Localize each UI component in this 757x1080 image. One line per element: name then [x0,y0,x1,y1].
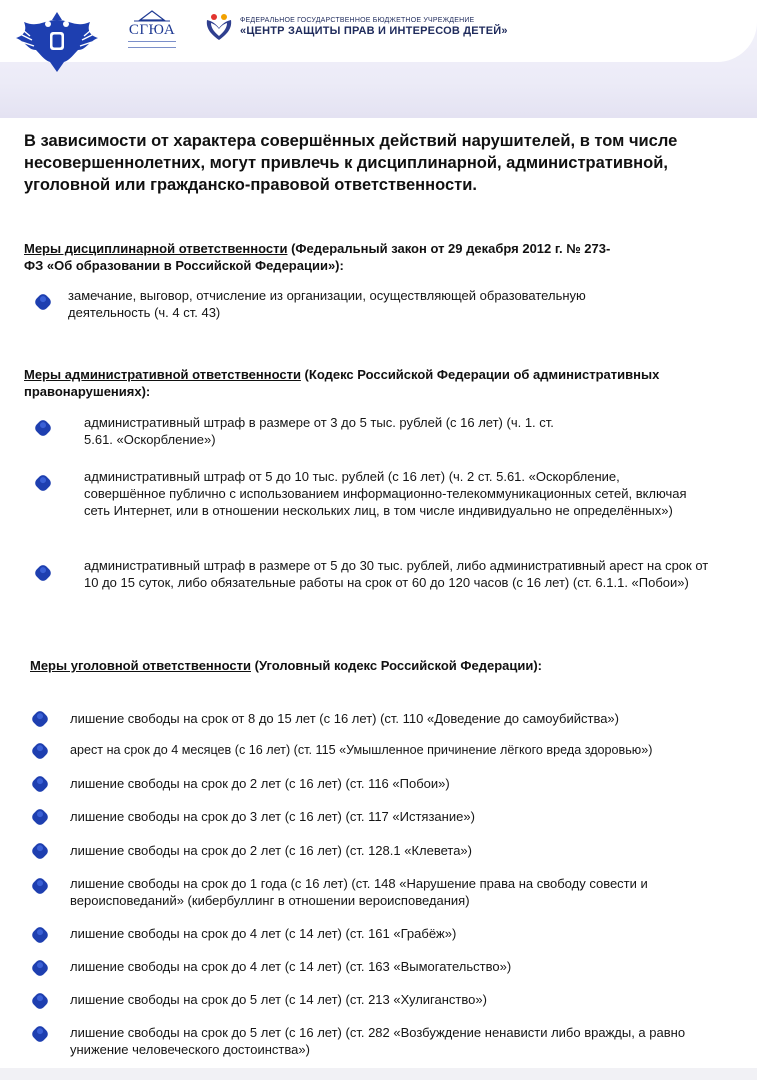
bullet-icon [33,418,53,438]
sgua-label: СГЮА [128,22,176,38]
section-title-rest: (Кодекс Российской Федерации об административных правонарушениях): [24,367,660,399]
bullet-icon [30,709,50,729]
bullet-icon [33,563,53,583]
list-item: лишение свободы на срок до 2 лет (с 16 лет) (ст. 116 «Побои») [70,776,450,791]
center-title: «ЦЕНТР ЗАЩИТЫ ПРАВ И ИНТЕРЕСОВ ДЕТЕЙ» [240,25,508,37]
list-item: лишение свободы на срок до 3 лет (с 16 лет) (ст. 117 «Истязание») [70,809,475,824]
bullet-icon [30,774,50,794]
child-rights-center-logo-icon [204,12,234,42]
section-title-administrative [24,366,724,400]
list-item: лишение свободы на срок до 4 лет (с 14 лет) (ст. 163 «Вымогательство») [70,959,512,974]
section-title-underlined: Меры уголовной ответственности [30,658,251,673]
page-bottom-edge [0,1068,757,1080]
section-title-rest: (Федеральный закон от 29 декабря 2012 г. № 273-ФЗ «Об образовании в Российской Федерации»): [24,241,611,273]
bullet-icon [33,292,53,312]
bullet-icon [33,473,53,493]
list-item: лишение свободы на срок до 2 лет (с 16 лет) (ст. 128.1 «Клевета») [70,843,472,858]
section-title-criminal [30,657,730,674]
sgua-subline [128,41,176,48]
list-item: лишение свободы на срок до 5 лет (с 16 лет) (ст. 282 «Возбуждение ненависти либо вражды, а равно унижение человеческого достоинства») [70,1025,686,1057]
sgua-logo [122,8,182,50]
bullet-icon [30,807,50,827]
list-item: административный штраф в размере от 5 до 30 тыс. рублей, либо административный арест на срок от 10 до 15 суток, либо обязательные работы на срок от 60 до 120 часов (с 16 лет) (ст. 6.1.1. «Побои») [84,558,709,590]
list-item: лишение свободы на срок до 1 года (с 16 лет) (ст. 148 «Нарушение права на свободу совести и вероисповеданий» (кибербуллинг в отношении вероисповедания) [70,876,648,908]
bullet-icon [30,991,50,1011]
center-name [240,16,560,38]
section-title-disciplinary [24,240,624,274]
bullet-icon [30,876,50,896]
center-subtitle: ФЕДЕРАЛЬНОЕ ГОСУДАРСТВЕННОЕ БЮДЖЕТНОЕ УЧРЕЖДЕНИЕ [240,17,475,24]
page-header [0,0,757,118]
list-item: лишение свободы на срок от 8 до 15 лет (с 16 лет) (ст. 110 «Доведение до самоубийства») [70,711,619,726]
list-item: лишение свободы на срок до 5 лет (с 14 лет) (ст. 213 «Хулиганство») [70,992,487,1007]
list-item: замечание, выговор, отчисление из организации, осуществляющей образовательную деятельность (ч. 4 ст. 43) [68,288,586,320]
bullet-icon [30,841,50,861]
list-item: административный штраф в размере от 3 до 5 тыс. рублей (с 16 лет) (ч. 1. ст. 5.61. «Оскорбление») [84,415,554,447]
bullet-icon [30,1024,50,1044]
building-icon [122,8,182,22]
list-item: лишение свободы на срок до 4 лет (с 14 лет) (ст. 161 «Грабёж») [70,926,457,941]
bullet-icon [30,741,50,761]
bullet-icon [30,925,50,945]
russian-eagle-emblem-icon [14,6,100,76]
section-title-underlined: Меры административной ответственности [24,367,301,382]
list-item: арест на срок до 4 месяцев (с 16 лет) (ст. 115 «Умышленное причинение лёгкого вреда здоровью») [70,743,653,757]
section-title-underlined: Меры дисциплинарной ответственности [24,241,288,256]
intro-paragraph: В зависимости от характера совершённых действий нарушителей, в том числе несовершеннолетних, могут привлечь к дисциплинарной, административной, уголовной или гражданско-правовой ответственности. [24,132,678,194]
list-item: административный штраф от 5 до 10 тыс. рублей (с 16 лет) (ч. 2 ст. 5.61. «Оскорбление, совершённое публично с использованием информационно-телекоммуникационных сетей, включая сеть Интернет, или в отношении нескольких лиц, в том числе индивидуально не определённых») [84,469,687,518]
bullet-icon [30,958,50,978]
section-title-rest: (Уголовный кодекс Российской Федерации): [251,658,543,673]
